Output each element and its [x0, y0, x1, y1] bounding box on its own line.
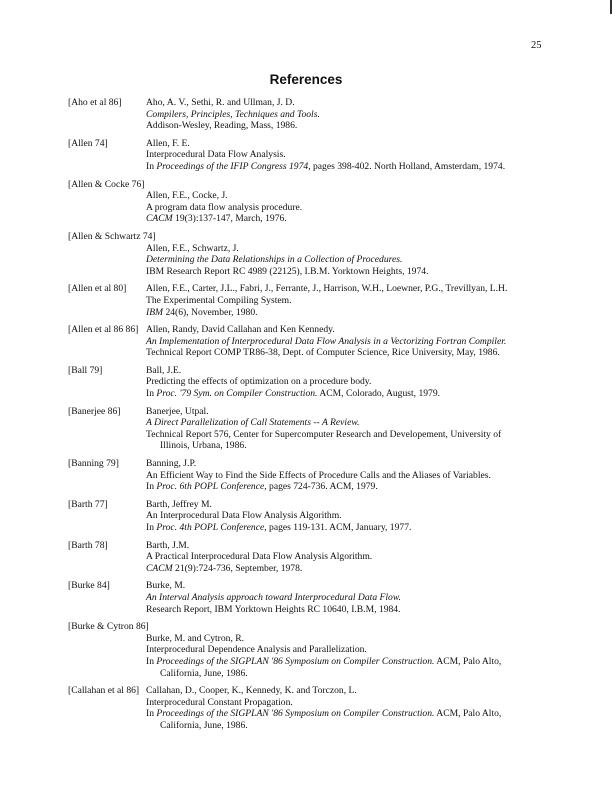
reference-entry — [68, 621, 568, 679]
reference-entry — [68, 540, 568, 575]
citation-key: [Allen et al 80] — [68, 283, 127, 295]
reference-line — [146, 580, 568, 592]
reference-text: , pages 724-736. ACM, 1979. — [264, 481, 378, 493]
reference-body — [146, 283, 568, 318]
reference-line — [146, 254, 568, 266]
citation-key: [Allen & Cocke 76] — [68, 178, 145, 190]
reference-line — [146, 161, 568, 173]
reference-line — [146, 429, 568, 441]
reference-line — [146, 708, 568, 720]
reference-title-italic: Proc. '79 Sym. on Compiler Construction. — [156, 388, 318, 400]
reference-line — [146, 324, 568, 336]
section-heading: References — [269, 72, 343, 87]
reference-line — [146, 633, 568, 645]
reference-line — [146, 551, 568, 563]
page-number: 25 — [531, 40, 542, 51]
reference-text: ACM, Palo Alto, — [434, 655, 502, 667]
reference-entry — [68, 231, 568, 277]
reference-text: Predicting the effects of optimization on a procedure body. — [146, 376, 372, 388]
reference-title-italic: CACM — [146, 562, 173, 574]
citation-key: [Barth 78] — [68, 539, 108, 551]
reference-entry — [68, 138, 568, 173]
reference-body — [146, 633, 568, 679]
citation-key: [Ball 79] — [68, 364, 103, 376]
reference-title-italic: Proc. 4th POPL Conference — [156, 522, 265, 533]
reference-entry — [68, 179, 568, 225]
reference-line — [146, 365, 568, 377]
reference-title-italic: Compilers, Principles, Techniques and Tools. — [146, 108, 320, 120]
reference-text: Allen, F.E., Cocke, J. — [146, 190, 228, 202]
reference-body — [146, 365, 568, 400]
reference-text: Interprocedural Constant Propagation. — [146, 696, 293, 708]
reference-line — [146, 97, 568, 109]
reference-entry — [68, 365, 568, 400]
reference-body — [146, 580, 568, 615]
reference-text: Banning, J.P. — [146, 458, 197, 470]
reference-text: Burke, M. — [146, 580, 186, 592]
reference-line — [146, 499, 568, 511]
reference-body — [146, 540, 568, 575]
reference-line — [146, 604, 568, 616]
reference-title-italic: Proceedings of the SIGPLAN '86 Symposium on Compiler Construction. — [156, 655, 435, 667]
reference-text: Allen, Randy, David Callahan and Ken Kennedy. — [146, 324, 335, 336]
reference-title-italic: IBM — [146, 306, 164, 318]
reference-body — [146, 499, 568, 534]
reference-line — [146, 406, 568, 418]
citation-key: [Allen 74] — [68, 137, 108, 149]
reference-title-italic: Proc. 6th POPL Conference — [156, 481, 265, 493]
reference-title-italic: An Interval Analysis approach toward Interprocedural Data Flow. — [146, 591, 401, 603]
reference-title-italic: Proceedings of the IFIP Congress 1974 — [156, 160, 309, 172]
reference-line — [146, 563, 568, 575]
reference-line — [146, 243, 568, 255]
reference-text: Aho, A. V., Sethi, R. and Ullman, J. D. — [146, 97, 295, 108]
reference-text: California, June, 1986. — [160, 667, 248, 679]
reference-body — [146, 138, 568, 173]
reference-body — [146, 243, 568, 278]
reference-text: In — [146, 708, 157, 720]
reference-entry — [68, 580, 568, 615]
reference-list — [68, 97, 568, 738]
reference-text: ACM, Palo Alto, — [434, 708, 502, 720]
reference-body — [146, 685, 568, 731]
reference-line — [146, 458, 568, 470]
reference-line — [146, 336, 568, 348]
reference-line — [146, 697, 568, 709]
reference-text: Illinois, Urbana, 1986. — [160, 440, 247, 452]
reference-entry — [68, 97, 568, 132]
reference-entry — [68, 406, 568, 452]
reference-line — [146, 481, 568, 493]
reference-text: In — [146, 522, 157, 533]
reference-line — [146, 266, 568, 278]
reference-text: In — [146, 388, 157, 400]
reference-text: Technical Report COMP TR86-38, Dept. of Computer Science, Rice University, May, 1986. — [146, 347, 500, 359]
reference-title-italic: Determining the Data Relationships in a Collection of Procedures. — [146, 254, 403, 266]
citation-key: [Burke & Cytron 86] — [68, 621, 149, 633]
reference-text: Research Report, IBM Yorktown Heights RC 10640, I.B.M, 1984. — [146, 603, 401, 615]
reference-line — [146, 149, 568, 161]
reference-body — [146, 406, 568, 452]
reference-text: , pages 398-402. North Holland, Amsterdam, 1974. — [308, 160, 506, 172]
reference-entry — [68, 458, 568, 493]
reference-line — [146, 120, 568, 132]
reference-line — [146, 540, 568, 552]
reference-entry — [68, 685, 568, 731]
reference-line — [146, 376, 568, 388]
citation-key: [Callahan et al 86] — [68, 685, 140, 697]
reference-line — [146, 190, 568, 202]
reference-line — [146, 440, 568, 452]
reference-title-italic: An Implementation of Interprocedural Data Flow Analysis in a Vectorizing Fortran Compiler. — [146, 335, 507, 347]
reference-line — [146, 685, 568, 697]
reference-text: In — [146, 481, 157, 493]
reference-line — [146, 510, 568, 522]
reference-text: Technical Report 576, Center for Supercomputer Research and Developement, University of — [146, 428, 502, 440]
reference-entry — [68, 499, 568, 534]
reference-text: The Experimental Compiling System. — [146, 294, 292, 306]
reference-line — [146, 213, 568, 225]
citation-key: [Banerjee 86] — [68, 405, 121, 417]
reference-line — [146, 295, 568, 307]
reference-line — [146, 668, 568, 680]
reference-line — [146, 388, 568, 400]
reference-line — [146, 417, 568, 429]
reference-text: Barth, J.M. — [146, 539, 190, 551]
reference-body — [146, 324, 568, 359]
reference-text: A Practical Interprocedural Data Flow Analysis Algorithm. — [146, 551, 373, 563]
reference-text: 21(9):724-736, September, 1978. — [172, 562, 303, 574]
reference-text: California, June, 1986. — [160, 719, 248, 731]
reference-text: Addison-Wesley, Reading, Mass, 1986. — [146, 120, 298, 132]
reference-line — [146, 283, 568, 295]
reference-text: 24(6), November, 1980. — [163, 306, 258, 318]
reference-text: Callahan, D., Cooper, K., Kennedy, K. and Torczon, L. — [146, 685, 357, 697]
reference-entry — [68, 283, 568, 318]
citation-key: [Barth 77] — [68, 498, 108, 510]
citation-key: [Banning 79] — [68, 458, 119, 470]
reference-text: Burke, M. and Cytron, R. — [146, 632, 245, 644]
reference-text: Allen, F.E., Schwartz, J. — [146, 242, 239, 254]
reference-text: Barth, Jeffrey M. — [146, 498, 212, 510]
reference-line — [146, 202, 568, 214]
citation-key: [Allen & Schwartz 74] — [68, 230, 156, 242]
reference-line — [146, 522, 568, 534]
reference-body — [146, 97, 568, 132]
reference-text: Interprocedural Data Flow Analysis. — [146, 149, 286, 161]
reference-line — [146, 470, 568, 482]
reference-text: In — [146, 655, 157, 667]
reference-text: Interprocedural Dependence Analysis and Parallelization. — [146, 644, 367, 656]
reference-entry — [68, 324, 568, 359]
reference-title-italic: Proceedings of the SIGPLAN '86 Symposium on Compiler Construction. — [156, 708, 435, 720]
reference-body — [146, 458, 568, 493]
reference-text: IBM Research Report RC 4989 (22125), I.B.M. Yorktown Heights, 1974. — [146, 265, 429, 277]
reference-text: An Interprocedural Data Flow Analysis Algorithm. — [146, 510, 342, 522]
reference-line — [146, 592, 568, 604]
citation-key: [Allen et al 86 86] — [68, 324, 139, 336]
reference-text: Allen, F.E., Carter, J.L., Fabri, J., Ferrante, J., Harrison, W.H., Loewner, P.G., Trevillyan, L.H. — [146, 283, 508, 295]
reference-text: A program data flow analysis procedure. — [146, 201, 303, 213]
reference-line — [146, 109, 568, 121]
reference-text: , pages 119-131. ACM, January, 1977. — [264, 522, 412, 533]
reference-title-italic: A Direct Parallelization of Call Statements -- A Review. — [146, 417, 360, 429]
reference-body — [146, 190, 568, 225]
citation-key: [Aho et al 86] — [68, 97, 122, 108]
reference-text: Allen, F. E. — [146, 137, 190, 149]
reference-line — [146, 347, 568, 359]
reference-line — [146, 656, 568, 668]
reference-line — [146, 644, 568, 656]
reference-text: In — [146, 160, 157, 172]
reference-text: ACM, Colorado, August, 1979. — [317, 388, 441, 400]
reference-line — [146, 138, 568, 150]
reference-line — [146, 720, 568, 732]
reference-text: Banerjee, Utpal. — [146, 405, 209, 417]
reference-title-italic: CACM — [146, 213, 173, 225]
reference-text: 19(3):137-147, March, 1976. — [172, 213, 287, 225]
reference-text: Ball, J.E. — [146, 364, 182, 376]
reference-line — [146, 307, 568, 319]
citation-key: [Burke 84] — [68, 580, 110, 592]
reference-text: An Efficient Way to Find the Side Effects of Procedure Calls and the Aliases of Variables. — [146, 469, 491, 481]
